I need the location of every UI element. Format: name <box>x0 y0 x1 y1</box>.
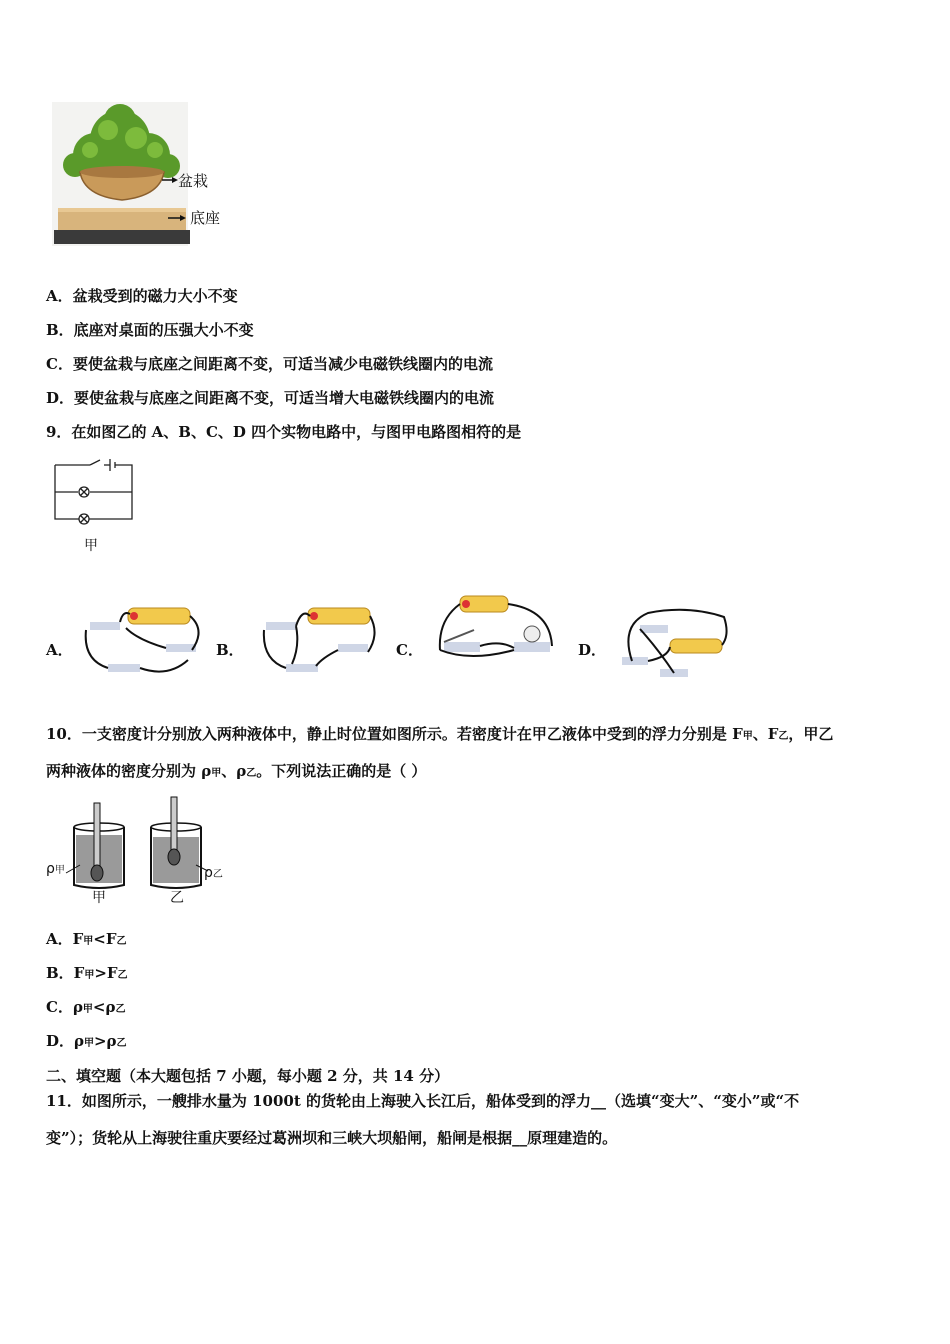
q10-line2-mid: 、ρ <box>221 762 247 780</box>
beaker-label-jia: 甲 <box>92 890 106 906</box>
q10-option-c <box>46 997 125 1020</box>
q10-option-c-op: <ρ <box>92 998 116 1016</box>
q10-line1 <box>46 724 833 747</box>
q10-option-b-sub1: 甲 <box>84 970 95 981</box>
q10-line1-text: 10．一支密度计分别放入两种液体中，静止时位置如图所示。若密度计在甲乙液体中受到的浮力分别是 F <box>46 725 743 743</box>
hydrometer-figure <box>46 795 236 910</box>
hydrometer-beakers <box>46 795 236 910</box>
q8-option-c: C．要使盆栽与底座之间距离不变，可适当减少电磁铁线圈内的电流 <box>46 355 493 373</box>
q8-option-d: D．要使盆栽与底座之间距离不变，可适当增大电磁铁线圈内的电流 <box>46 389 495 407</box>
q10-option-b-sub2: 乙 <box>117 970 128 981</box>
q10-option-d-sub1: 甲 <box>83 1038 94 1049</box>
rho-jia-label <box>46 861 65 877</box>
q10-option-a-sub1: 甲 <box>83 936 94 947</box>
base-label: 底座 <box>190 209 221 227</box>
q10-line2-sub-jia: 甲 <box>211 768 222 779</box>
circuit-photo-c <box>430 590 565 675</box>
q9-option-c-label: C． <box>396 641 423 659</box>
pot-label: 盆栽 <box>178 172 209 190</box>
q10-line2 <box>46 761 426 784</box>
q10-option-d-sub2: 乙 <box>116 1038 127 1049</box>
rho-yi-label <box>204 865 223 881</box>
q10-option-c-sub2: 乙 <box>115 1004 126 1015</box>
diagram-label-jia: 甲 <box>84 538 98 554</box>
circuit-photo-d <box>618 605 733 685</box>
q8-option-b: B．底座对桌面的压强大小不变 <box>46 321 254 339</box>
q10-line1-sub-jia: 甲 <box>742 731 753 742</box>
q10-option-a-pre: A．F <box>46 930 84 948</box>
q9-option-d-label: D． <box>578 641 607 659</box>
q10-line1-sub-yi: 乙 <box>778 731 789 742</box>
q10-line2-end: 。下列说法正确的是（ ） <box>256 762 427 780</box>
q10-option-a-sub2: 乙 <box>116 936 127 947</box>
circuit-diagram-jia <box>50 455 140 555</box>
q10-line1-end: ，甲乙 <box>788 725 834 743</box>
circuit-photo-a <box>78 600 208 685</box>
rho-yi-symbol: ρ <box>204 865 213 881</box>
plant-figure <box>50 100 230 250</box>
q9-option-a-label: A． <box>46 641 73 659</box>
q10-option-b <box>46 963 128 986</box>
q8-option-a: A．盆栽受到的磁力大小不变 <box>46 287 238 305</box>
q10-line1-mid: 、F <box>752 725 779 743</box>
q10-option-d <box>46 1031 127 1054</box>
q9-option-b-label: B． <box>216 641 244 659</box>
circuit-photo-b <box>252 600 382 685</box>
beaker-label-yi: 乙 <box>170 890 184 906</box>
q10-option-c-sub1: 甲 <box>82 1004 93 1015</box>
q9-question: 9．在如图乙的 A、B、C、D 四个实物电路中，与图甲电路图相符的是 <box>46 423 522 441</box>
q10-option-a-op: <F <box>93 930 117 948</box>
q10-option-c-pre: C．ρ <box>46 998 83 1016</box>
q10-option-d-op: >ρ <box>93 1032 117 1050</box>
rho-jia-symbol: ρ <box>46 861 55 877</box>
rho-yi-sub: 乙 <box>212 869 223 880</box>
q10-line2-sub-yi: 乙 <box>246 768 257 779</box>
q10-option-b-pre: B．F <box>46 964 85 982</box>
q11-line1: 11．如图所示，一艘排水量为 1000t 的货轮由上海驶入长江后，船体受到的浮力__（选填“变大”、“变小”或“不 <box>46 1092 800 1110</box>
rho-jia-sub: 甲 <box>54 865 65 876</box>
section-title: 二、填空题（本大题包括 7 小题，每小题 2 分，共 14 分） <box>46 1067 450 1085</box>
q10-option-b-op: >F <box>94 964 118 982</box>
q11-line2: 变”）；货轮从上海驶往重庆要经过葛洲坝和三峡大坝船闸，船闸是根据__原理建造的。 <box>46 1129 618 1147</box>
circuit-schematic <box>50 455 140 525</box>
q10-option-a <box>46 929 127 952</box>
q10-option-d-pre: D．ρ <box>46 1032 84 1050</box>
q10-line2-text: 两种液体的密度分别为 ρ <box>46 762 212 780</box>
